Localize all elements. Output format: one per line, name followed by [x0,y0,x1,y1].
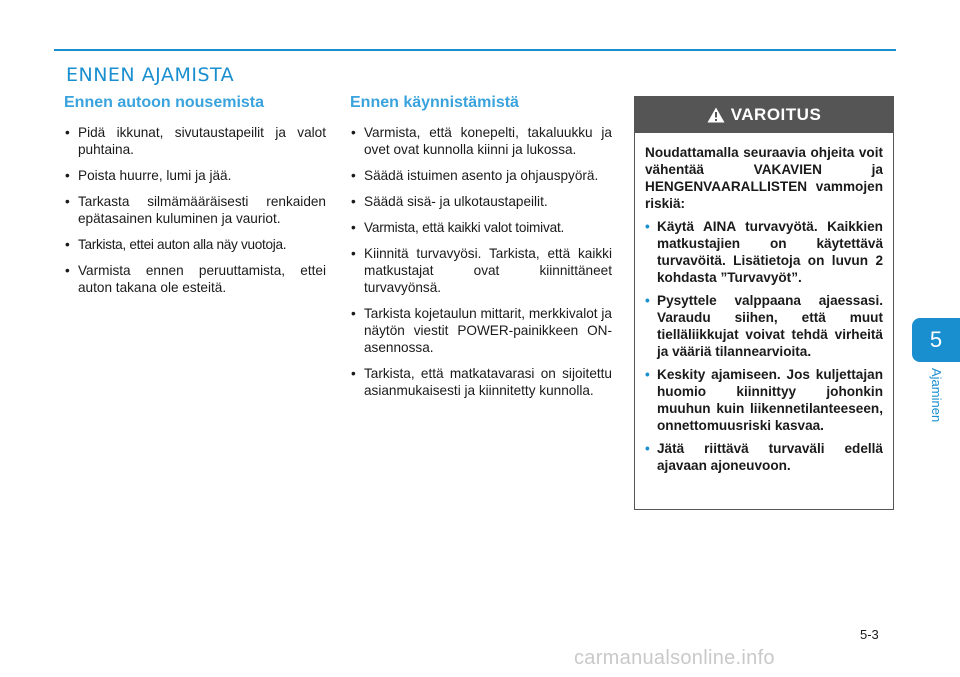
warning-item: • Keskity ajamiseen. Jos kuljettajan huomio kiinnittyy johonkin muuhun kuin liikennetilanteeseen, onnettomuusriski kasvaa. [645,366,883,434]
page-number: 5-3 [860,627,879,642]
warning-item: • Pysyttele valppaana ajaessasi. Varaudu siihen, että muut tielläliikkujat voivat tehdä virheitä ja vääriä tilannearvioita. [645,292,883,360]
warning-triangle-icon [707,107,725,123]
list-before-starting [350,124,612,399]
heading-before-starting: Ennen käynnistämistä [350,94,519,111]
warning-body [635,133,893,474]
heading-before-entering: Ennen autoon nousemista [64,94,265,111]
list-item: • Säädä istuimen asento ja ohjauspyörä. [350,167,612,184]
warning-title: VAROITUS [730,105,822,124]
warning-list [645,218,883,474]
list-item: • Kiinnitä turvavyösi. Tarkista, että kaikki matkustajat ovat kiinnittäneet turvavyönsä. [350,245,612,296]
chapter-label: Ajaminen [929,368,944,423]
column-before-entering [64,94,326,305]
list-item: • Säädä sisä- ja ulkotaustapeilit. [350,193,612,210]
warning-item: • Jätä riittävä turvaväli edellä ajavaan ajoneuvoon. [645,440,883,474]
list-item: • Tarkasta silmämääräisesti renkaiden epätasainen kuluminen ja vauriot. [64,193,326,227]
chapter-number-tab: 5 [912,318,960,362]
list-item: • Varmista, että konepelti, takaluukku ja ovet ovat kunnolla kiinni ja lukossa. [350,124,612,158]
list-item: • Varmista ennen peruuttamista, ettei auton takana ole esteitä. [64,262,326,296]
top-rule [54,49,896,51]
list-before-entering [64,124,326,296]
list-item: • Poista huurre, lumi ja jää. [64,167,326,184]
list-item: • Varmista, että kaikki valot toimivat. [350,219,612,236]
list-item: • Tarkista kojetaulun mittarit, merkkivalot ja näytön viestit POWER-painikkeen ON-asennossa. [350,305,612,356]
list-item: • Tarkista, että matkatavarasi on sijoitettu asianmukaisesti ja kiinnitetty kunnolla. [350,365,612,399]
watermark: carmanualsonline.info [574,647,775,669]
warning-box [634,96,894,510]
warning-intro: Noudattamalla seuraavia ohjeita voit vähentää VAKAVIEN ja HENGENVAARALLISTEN vammojen riskiä: [645,145,883,211]
section-title: ENNEN AJAMISTA [66,64,235,86]
warning-header [635,97,893,133]
list-item: • Tarkista, ettei auton alla näy vuotoja. [64,236,326,253]
column-before-starting [350,94,612,408]
warning-item: • Käytä AINA turvavyötä. Kaikkien matkustajien on käytettävä turvavöitä. Lisätietoja on luvun 2 kohdasta ”Turvavyöt”. [645,218,883,286]
list-item: • Pidä ikkunat, sivutaustapeilit ja valot puhtaina. [64,124,326,158]
